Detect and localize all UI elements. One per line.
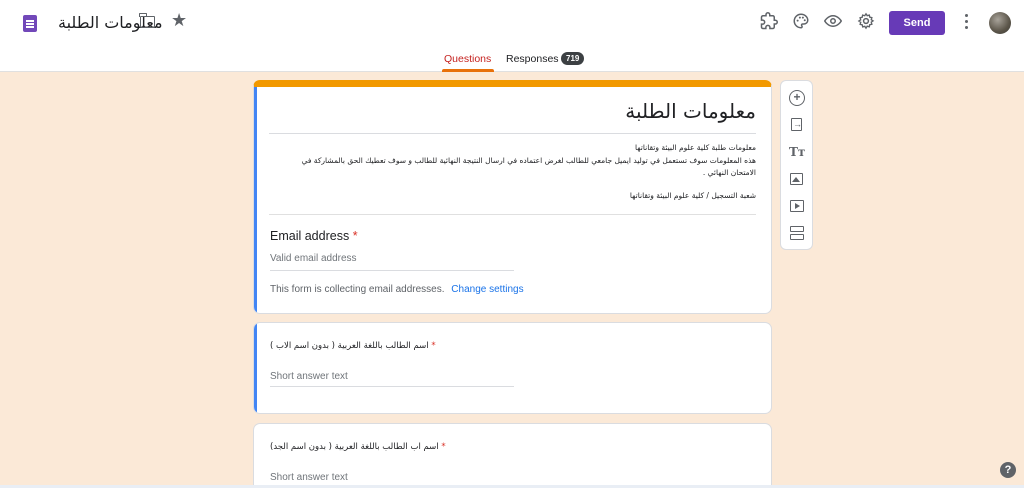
email-field[interactable]: Valid email address xyxy=(270,253,514,271)
forms-app-icon[interactable] xyxy=(23,15,37,32)
tab-bar xyxy=(0,50,1024,72)
focus-indicator xyxy=(253,323,257,413)
addon-icon[interactable] xyxy=(759,12,779,32)
email-label-text: Email address xyxy=(270,229,350,243)
import-questions-icon[interactable]: → xyxy=(793,119,802,129)
question-text: اسم اب الطالب باللغة العربية ( بدون اسم الجد) xyxy=(270,442,439,452)
divider xyxy=(269,133,756,134)
email-label xyxy=(270,229,358,243)
divider xyxy=(269,214,756,215)
question-title xyxy=(270,442,446,452)
tab-questions[interactable]: Questions xyxy=(444,53,492,65)
form-description[interactable] xyxy=(276,142,756,180)
add-question-icon[interactable]: + xyxy=(789,90,805,106)
description-signature: شعبة التسجيل / كلية علوم البيئة وتقاناتها xyxy=(629,191,756,200)
folder-icon[interactable] xyxy=(140,16,155,28)
question-text: اسم الطالب باللغة العربية ( بدون اسم الاب ) xyxy=(270,341,429,351)
form-title[interactable]: معلومات الطلبة xyxy=(625,99,756,123)
description-line: هذه المعلومات سوف تستعمل في توليد ايميل جامعي للطالب لغرض اعتماده في ارسال النتيجة النهائية للطالب و سوف تعطيك الحق بالمشاركة في الامتحان النهائي . xyxy=(301,155,756,177)
required-mark: * xyxy=(431,341,436,351)
form-title-card[interactable] xyxy=(253,80,772,314)
required-mark: * xyxy=(441,442,446,452)
preview-eye-icon[interactable] xyxy=(823,12,843,32)
short-answer-field[interactable]: Short answer text xyxy=(270,472,514,488)
document-title[interactable]: معلومات الطلبة xyxy=(58,13,163,32)
description-line: معلومات طلبة كلية علوم البيئة وتقاناتها xyxy=(635,143,756,152)
active-tab-indicator xyxy=(442,69,494,72)
add-image-icon[interactable] xyxy=(789,171,805,187)
add-title-icon[interactable]: Tт xyxy=(789,145,806,159)
send-button[interactable]: Send xyxy=(889,11,945,35)
floating-toolbar xyxy=(780,80,813,250)
short-answer-field[interactable]: Short answer text xyxy=(270,371,514,387)
change-settings-link[interactable]: Change settings xyxy=(451,284,524,295)
question-card[interactable] xyxy=(253,322,772,414)
tab-responses[interactable]: Responses xyxy=(506,53,559,65)
active-card-indicator xyxy=(253,87,257,313)
more-vert-icon[interactable] xyxy=(963,14,969,32)
add-video-icon[interactable] xyxy=(789,198,805,214)
email-collection-text: This form is collecting email addresses. xyxy=(270,284,445,295)
email-collection-note xyxy=(270,284,524,295)
required-mark: * xyxy=(352,229,358,243)
help-icon[interactable]: ? xyxy=(1000,462,1016,478)
question-card[interactable] xyxy=(253,423,772,488)
settings-gear-icon[interactable] xyxy=(856,12,876,32)
avatar[interactable] xyxy=(989,12,1011,34)
responses-count-badge: 719 xyxy=(561,52,584,65)
star-icon[interactable]: ★ xyxy=(171,10,188,30)
palette-icon[interactable] xyxy=(791,12,811,32)
top-bar xyxy=(0,0,1024,72)
add-section-icon[interactable] xyxy=(789,225,805,241)
question-title xyxy=(270,341,436,351)
